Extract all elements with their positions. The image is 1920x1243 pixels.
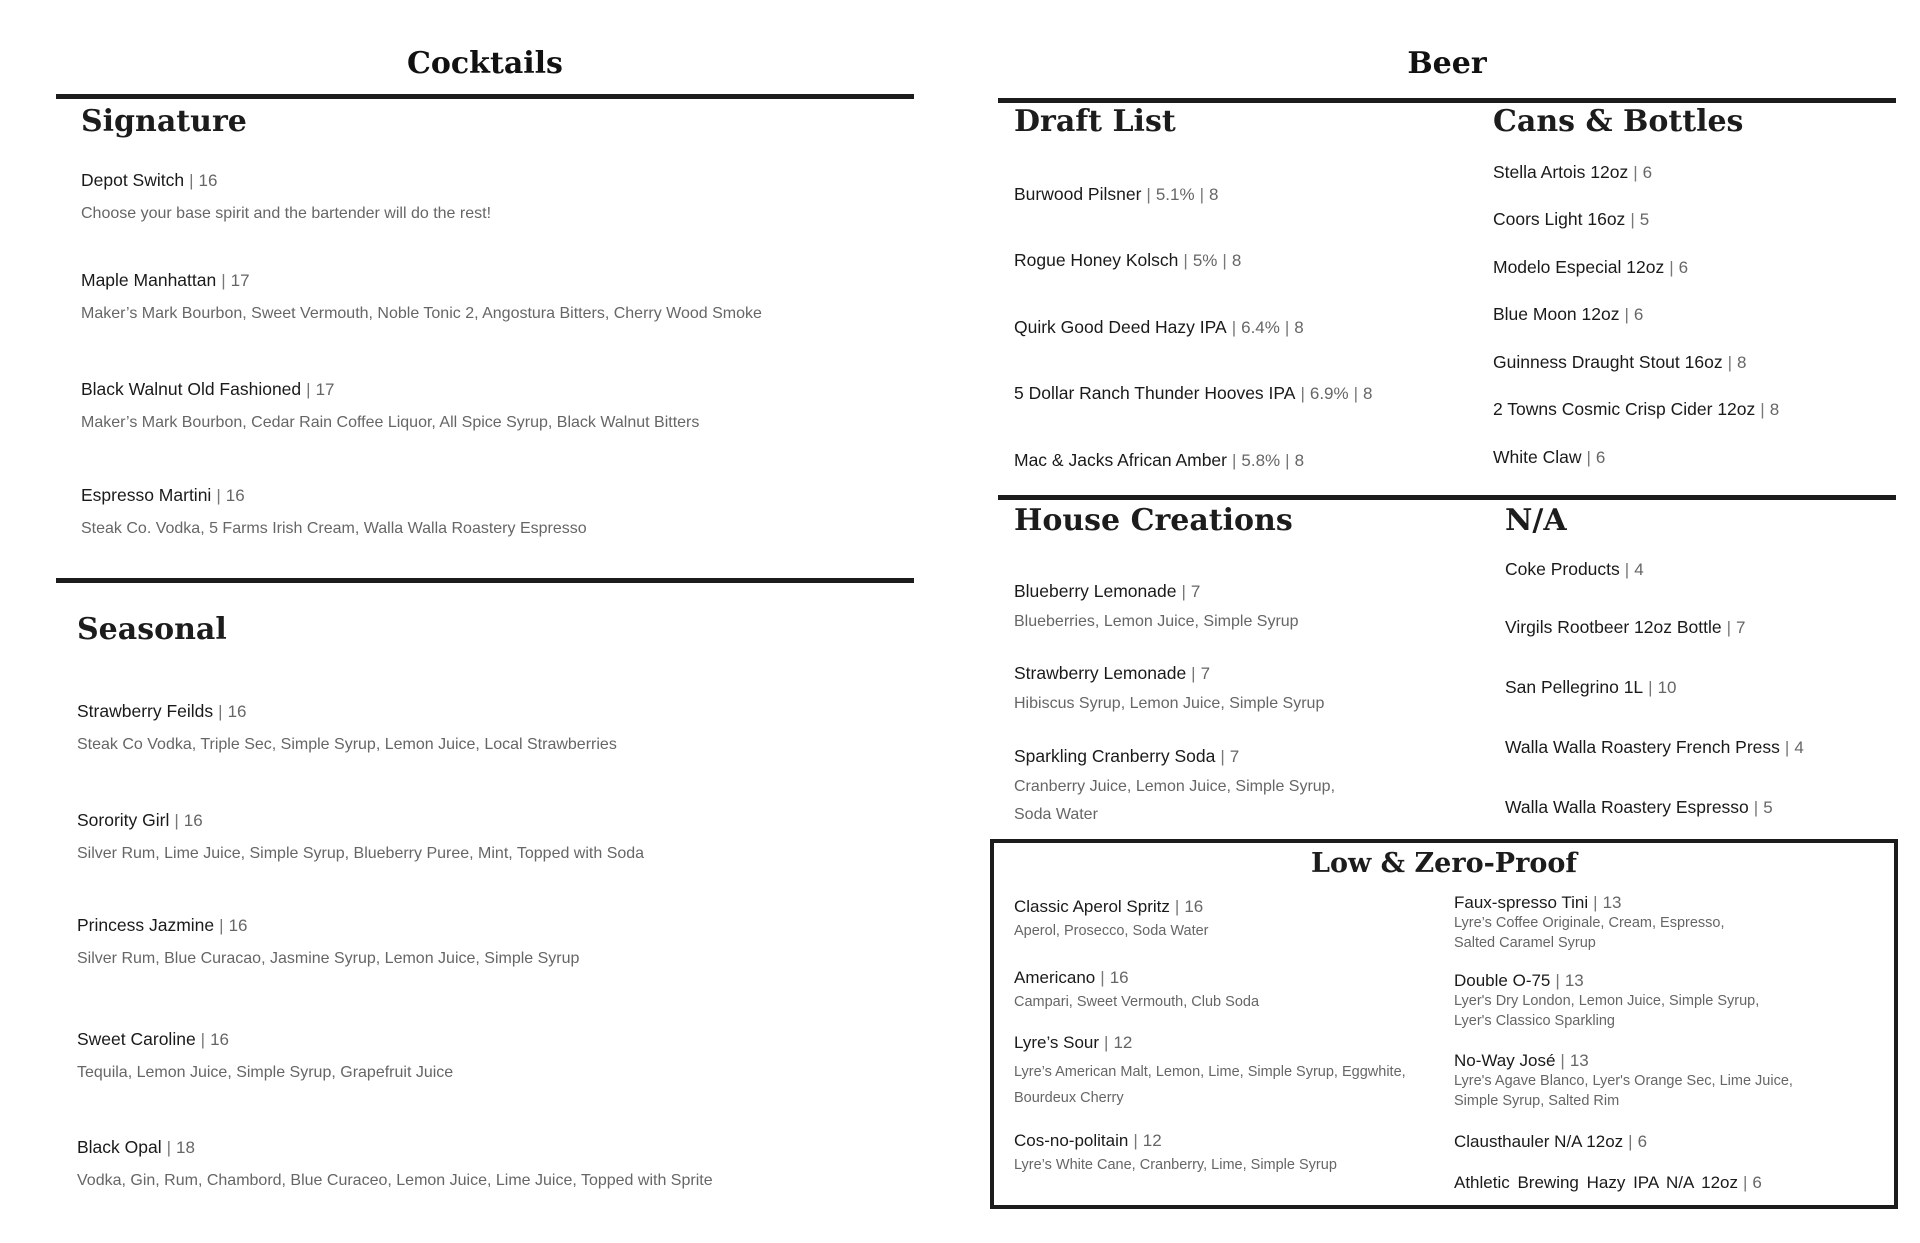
separator: | [1285,451,1290,470]
separator: | [1104,1033,1109,1052]
item-description: Vodka, Gin, Rum, Chambord, Blue Curaceo, Lemon Juice, Lime Juice, Topped with Sprite [77,1172,713,1189]
description-line: Cranberry Juice, Lemon Juice, Simple Syrup, [1014,778,1336,795]
item-name: Burwood Pilsner [1014,184,1142,204]
menu-item [1493,352,1746,373]
item-description: Choose your base spirit and the bartender will do the rest! [81,205,492,222]
item-name: Depot Switch [81,170,185,190]
item-price: 7 [1229,747,1240,766]
item-abv: 5.8% [1241,451,1281,470]
separator: | [1753,798,1759,817]
separator: | [306,380,311,399]
item-price: 6 [1633,305,1644,324]
item-price: 16 [183,811,203,830]
item-price: 16 [198,171,218,190]
item-price: 6 [1752,1173,1762,1192]
item-price: 7 [1190,582,1201,601]
item-price: 12 [1142,1131,1162,1150]
item-name: Maple Manhattan [81,270,217,290]
menu-item [1454,893,1725,953]
separator: | [1100,968,1105,987]
item-name: Black Walnut Old Fashioned [81,379,302,399]
separator: | [218,702,223,721]
separator: | [1624,560,1630,579]
separator: | [166,1138,172,1157]
cocktails-divider [56,94,914,99]
item-description: Blueberries, Lemon Juice, Simple Syrup [1014,613,1299,630]
item-price: 16 [225,486,245,505]
menu-item [1014,968,1259,1012]
menu-item [77,810,644,863]
item-name: Walla Walla Roastery French Press [1505,737,1780,757]
menu-item [1014,317,1304,338]
menu-item [77,1029,453,1082]
description-line: Soda Water [1014,806,1098,823]
item-price: 16 [210,1030,230,1049]
item-description [1454,1071,1793,1111]
menu-item [1505,617,1746,638]
item-description [1454,913,1725,953]
item-description: Aperol, Prosecco, Soda Water [1014,923,1209,939]
menu-item [1454,1173,1762,1193]
item-name: Blue Moon 12oz [1493,304,1620,324]
item-name: Virgils Rootbeer 12oz Bottle [1505,617,1722,637]
item-name: White Claw [1493,447,1582,467]
menu-item [1014,746,1335,829]
separator: | [1181,582,1186,601]
item-name: Cos-no-politain [1014,1131,1129,1150]
menu-item [1493,257,1688,278]
separator: | [221,271,226,290]
menu-item [1014,184,1218,205]
separator: | [1133,1131,1138,1150]
item-price: 4 [1634,560,1644,579]
separator: | [1648,678,1653,697]
menu-item [1014,581,1299,636]
separator: | [1742,1173,1748,1192]
separator: | [1183,251,1188,270]
item-description: Tequila, Lemon Juice, Simple Syrup, Grapefruit Juice [77,1064,454,1081]
item-price: 8 [1769,400,1780,419]
menu-item [1505,797,1773,818]
item-name: 5 Dollar Ranch Thunder Hooves IPA [1014,383,1296,403]
item-name: Double O-75 [1454,971,1551,990]
item-price: 17 [230,271,250,290]
item-price: 5 [1639,210,1650,229]
house-creations-title: House Creations [1014,503,1293,538]
item-name: Athletic Brewing Hazy IPA N/A 12oz [1454,1173,1738,1192]
menu-item [1014,897,1209,941]
item-name: Modelo Especial 12oz [1493,257,1665,277]
menu-item [1014,1131,1337,1175]
item-description: Maker’s Mark Bourbon, Cedar Rain Coffee Liquor, All Spice Syrup, Black Walnut Bitters [81,414,700,431]
separator: | [1284,318,1290,337]
item-name: Coors Light 16oz [1493,209,1626,229]
menu-item [77,915,579,968]
menu-item [1014,383,1373,404]
separator: | [1232,451,1237,470]
separator: | [1726,618,1732,637]
separator: | [1222,251,1227,270]
item-name: Americano [1014,968,1096,987]
menu-item [1014,1033,1406,1111]
item-price: 4 [1794,738,1804,757]
cocktails-title: Cocktails [407,46,563,81]
menu-item [1014,663,1324,718]
description-line: Lyre’s American Malt, Lemon, Lime, Simple Syrup, Eggwhite, [1014,1064,1406,1080]
separator: | [216,486,221,505]
separator: | [1760,400,1765,419]
item-price: 16 [228,916,248,935]
item-abv: 6.4% [1241,318,1280,337]
item-name: Faux-spresso Tini [1454,893,1589,912]
separator: | [1628,1132,1633,1151]
beer-divider [998,98,1896,103]
separator: | [189,171,194,190]
separator: | [200,1030,206,1049]
item-price: 5 [1763,798,1773,817]
item-name: Classic Aperol Spritz [1014,897,1170,916]
item-name: Strawberry Lemonade [1014,663,1187,683]
item-name: 2 Towns Cosmic Crisp Cider 12oz [1493,399,1756,419]
item-name: Walla Walla Roastery Espresso [1505,797,1749,817]
separator: | [1353,384,1359,403]
separator: | [1199,185,1205,204]
item-description: Campari, Sweet Vermouth, Club Soda [1014,994,1260,1010]
item-price: 16 [227,702,247,721]
separator: | [1593,893,1598,912]
separator: | [174,811,179,830]
item-description: Lyre’s White Cane, Cranberry, Lime, Simple Syrup [1014,1157,1337,1173]
item-description: Hibiscus Syrup, Lemon Juice, Simple Syrup [1014,695,1325,712]
menu-item [1493,447,1605,468]
menu-item [1493,399,1779,420]
menu-item [1014,250,1241,271]
menu-item [81,379,699,432]
description-line: Lyer's Classico Sparkling [1454,1013,1615,1029]
separator: | [1633,163,1638,182]
menu-item [1454,971,1759,1031]
item-price: 7 [1200,664,1211,683]
item-description: Maker’s Mark Bourbon, Sweet Vermouth, Noble Tonic 2, Angostura Bitters, Cherry Wood Smoke [81,305,762,322]
signature-title: Signature [81,104,247,139]
item-name: No-Way José [1454,1051,1556,1070]
item-price: 8 [1294,318,1304,337]
description-line: Bourdeux Cherry [1014,1090,1124,1106]
item-description [1014,1059,1406,1111]
item-price: 12 [1113,1033,1133,1052]
item-price: 8 [1363,384,1373,403]
item-abv: 5.1% [1155,185,1195,204]
description-line: Lyer's Dry London, Lemon Juice, Simple Syrup, [1454,993,1760,1009]
menu-item [1505,737,1804,758]
item-description: Steak Co Vodka, Triple Sec, Simple Syrup, Lemon Juice, Local Strawberries [77,736,617,753]
item-name: Lyre’s Sour [1014,1033,1100,1052]
item-name: Rogue Honey Kolsch [1014,250,1179,270]
item-name: Mac & Jacks African Amber [1014,450,1227,470]
item-name: San Pellegrino 1L [1505,677,1644,697]
menu-item [1505,677,1677,698]
separator: | [1146,185,1151,204]
item-name: Stella Artois 12oz [1493,162,1629,182]
description-line: Lyre's Agave Blanco, Lyer's Orange Sec, Lime Juice, [1454,1073,1793,1089]
item-price: 7 [1736,618,1746,637]
item-price: 8 [1294,451,1305,470]
na-title: N/A [1505,503,1567,538]
item-name: Sparkling Cranberry Soda [1014,746,1216,766]
item-price: 10 [1657,678,1677,697]
item-price: 17 [315,380,335,399]
item-description: Silver Rum, Lime Juice, Simple Syrup, Blueberry Puree, Mint, Topped with Soda [77,845,645,862]
item-description [1014,773,1335,829]
item-price: 13 [1564,971,1584,990]
separator: | [1300,384,1305,403]
item-name: Espresso Martini [81,485,212,505]
separator: | [1560,1051,1565,1070]
item-name: Sweet Caroline [77,1029,196,1049]
item-price: 6 [1595,448,1606,467]
item-price: 16 [1184,897,1204,916]
separator: | [1630,210,1635,229]
description-line: Simple Syrup, Salted Rim [1454,1093,1620,1109]
item-abv: 6.9% [1309,384,1349,403]
separator: | [1586,448,1591,467]
item-price: 18 [176,1138,195,1157]
separator: | [1784,738,1790,757]
menu-item [81,485,587,538]
menu-item [81,170,491,223]
menu-item [77,1137,713,1190]
description-line: Lyre’s Coffee Originale, Cream, Espresso, [1454,915,1725,931]
item-price: 13 [1569,1051,1589,1070]
item-description: Silver Rum, Blue Curacao, Jasmine Syrup, Lemon Juice, Simple Syrup [77,950,580,967]
item-description [1454,991,1759,1031]
separator: | [1220,747,1225,766]
house-divider [998,495,1896,500]
item-name: Guinness Draught Stout 16oz [1493,352,1723,372]
item-price: 8 [1737,353,1747,372]
seasonal-divider [56,578,914,583]
separator: | [1727,353,1733,372]
cans-bottles-title: Cans & Bottles [1493,104,1744,139]
item-name: Coke Products [1505,559,1620,579]
item-price: 8 [1209,185,1219,204]
menu-item [1493,209,1649,230]
separator: | [1174,897,1180,916]
low-zero-proof-title: Low & Zero-Proof [1311,848,1577,879]
item-name: Black Opal [77,1137,162,1157]
draft-list-title: Draft List [1014,104,1176,139]
item-name: Princess Jazmine [77,915,215,935]
menu-item [1014,450,1304,471]
beer-title: Beer [1407,46,1487,81]
menu-item [1493,304,1643,325]
item-name: Sorority Girl [77,810,170,830]
menu-item [1454,1051,1793,1111]
item-price: 6 [1642,163,1653,182]
separator: | [1624,305,1629,324]
item-price: 16 [1109,968,1129,987]
separator: | [1555,971,1560,990]
item-price: 8 [1231,251,1242,270]
item-name: Quirk Good Deed Hazy IPA [1014,317,1227,337]
separator: | [1191,664,1196,683]
item-name: Strawberry Feilds [77,701,214,721]
separator: | [1231,318,1237,337]
separator: | [1669,258,1674,277]
item-price: 13 [1602,893,1622,912]
seasonal-title: Seasonal [77,612,227,647]
menu-item [1493,162,1652,183]
item-name: Clausthauler N/A 12oz [1454,1132,1624,1151]
menu-item [81,270,762,323]
item-price: 6 [1678,258,1689,277]
menu-item [77,701,617,754]
menu-item [1505,559,1644,580]
item-price: 6 [1637,1132,1648,1151]
description-line: Salted Caramel Syrup [1454,935,1596,951]
item-abv: 5% [1192,251,1218,270]
item-name: Blueberry Lemonade [1014,581,1177,601]
separator: | [219,916,224,935]
item-description: Steak Co. Vodka, 5 Farms Irish Cream, Walla Walla Roastery Espresso [81,520,587,537]
menu-item [1454,1132,1647,1152]
